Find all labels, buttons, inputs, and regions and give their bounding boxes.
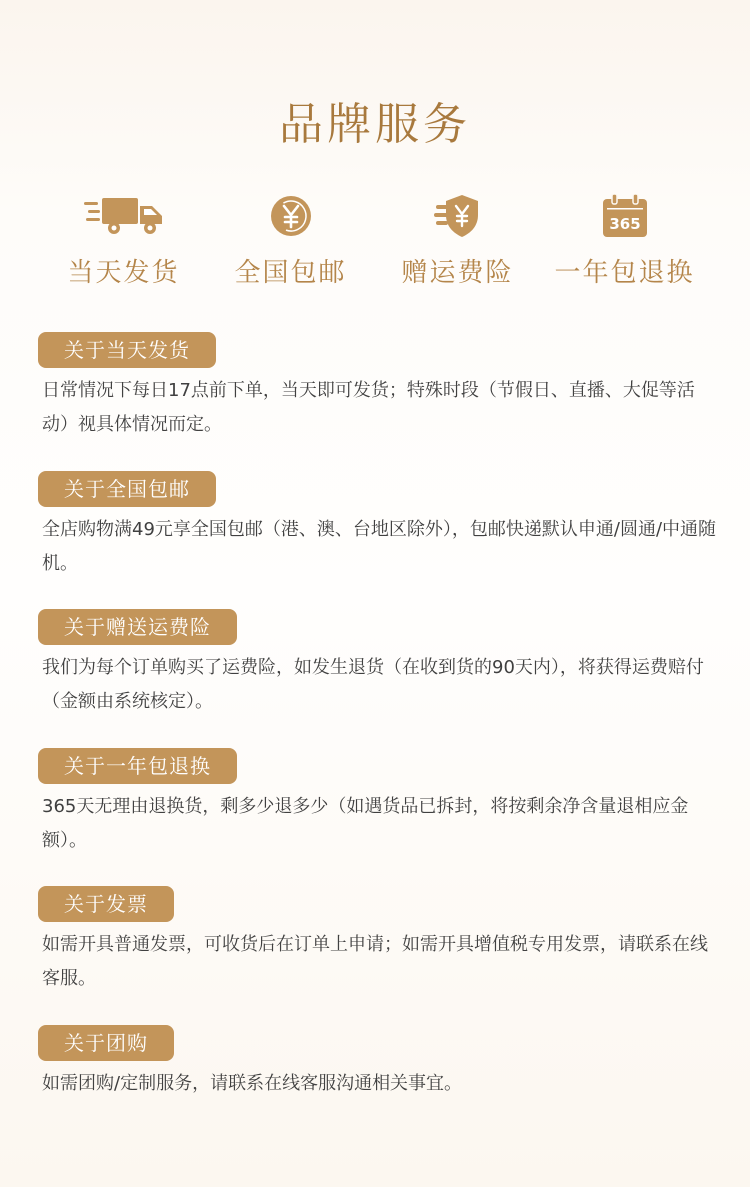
- section-badge: 关于赠送运费险: [38, 609, 237, 645]
- page-title: 品牌服务: [279, 99, 471, 150]
- section-text: 日常情况下每日17点前下单，当天即可发货；特殊时段（节假日、直播、大促等活动）视具体情况而定。: [42, 380, 695, 435]
- feature-label: 当天发货: [67, 258, 180, 288]
- section-text: 365天无理由退换货，剩多少退多少（如遇货品已拆封，将按剩余净含量退相应金额）。: [42, 795, 689, 851]
- section-text: 全店购物满49元享全国包邮（港、澳、台地区除外），包邮快递默认申通/圆通/中通随机。: [42, 518, 717, 574]
- truck-icon: [84, 190, 164, 242]
- svg-text:365: 365: [608, 215, 641, 233]
- feature-label: 一年包退换: [554, 258, 695, 288]
- feature-one-year-return: [541, 190, 708, 289]
- section-badge: 关于全国包邮: [38, 471, 216, 507]
- feature-label: 赠运费险: [401, 258, 514, 288]
- section-group-buy: [38, 1025, 718, 1142]
- section-badge: 关于当天发货: [38, 332, 216, 368]
- feature-label: 全国包邮: [234, 258, 347, 288]
- section-badge: 关于一年包退换: [38, 748, 237, 784]
- section-shipping-insurance: [38, 609, 718, 726]
- section-invoice: [38, 886, 718, 1003]
- service-sections: [38, 332, 718, 1163]
- section-text: 如需开具普通发票，可收货后在订单上申请；如需开具增值税专用发票，请联系在线客服。: [42, 934, 708, 989]
- feature-shipping-insurance: [374, 190, 541, 289]
- section-text: 我们为每个订单购买了运费险，如发生退货（在收到货的90天内），将获得运费赔付（金额由系统核定）。: [42, 657, 704, 712]
- section-one-year-return: [38, 748, 718, 865]
- yen-coin-icon: [269, 190, 313, 242]
- section-badge: 关于发票: [38, 886, 174, 922]
- section-same-day-shipping: [38, 332, 718, 449]
- calendar-365-icon: [602, 190, 648, 242]
- section-text: 如需团购/定制服务，请联系在线客服沟通相关事宜。: [42, 1072, 463, 1094]
- yen-shield-icon: [434, 190, 482, 242]
- feature-same-day-shipping: [40, 190, 207, 289]
- feature-free-shipping: [207, 190, 374, 289]
- feature-row: [40, 190, 710, 289]
- section-free-shipping: [38, 471, 718, 588]
- section-badge: 关于团购: [38, 1025, 174, 1061]
